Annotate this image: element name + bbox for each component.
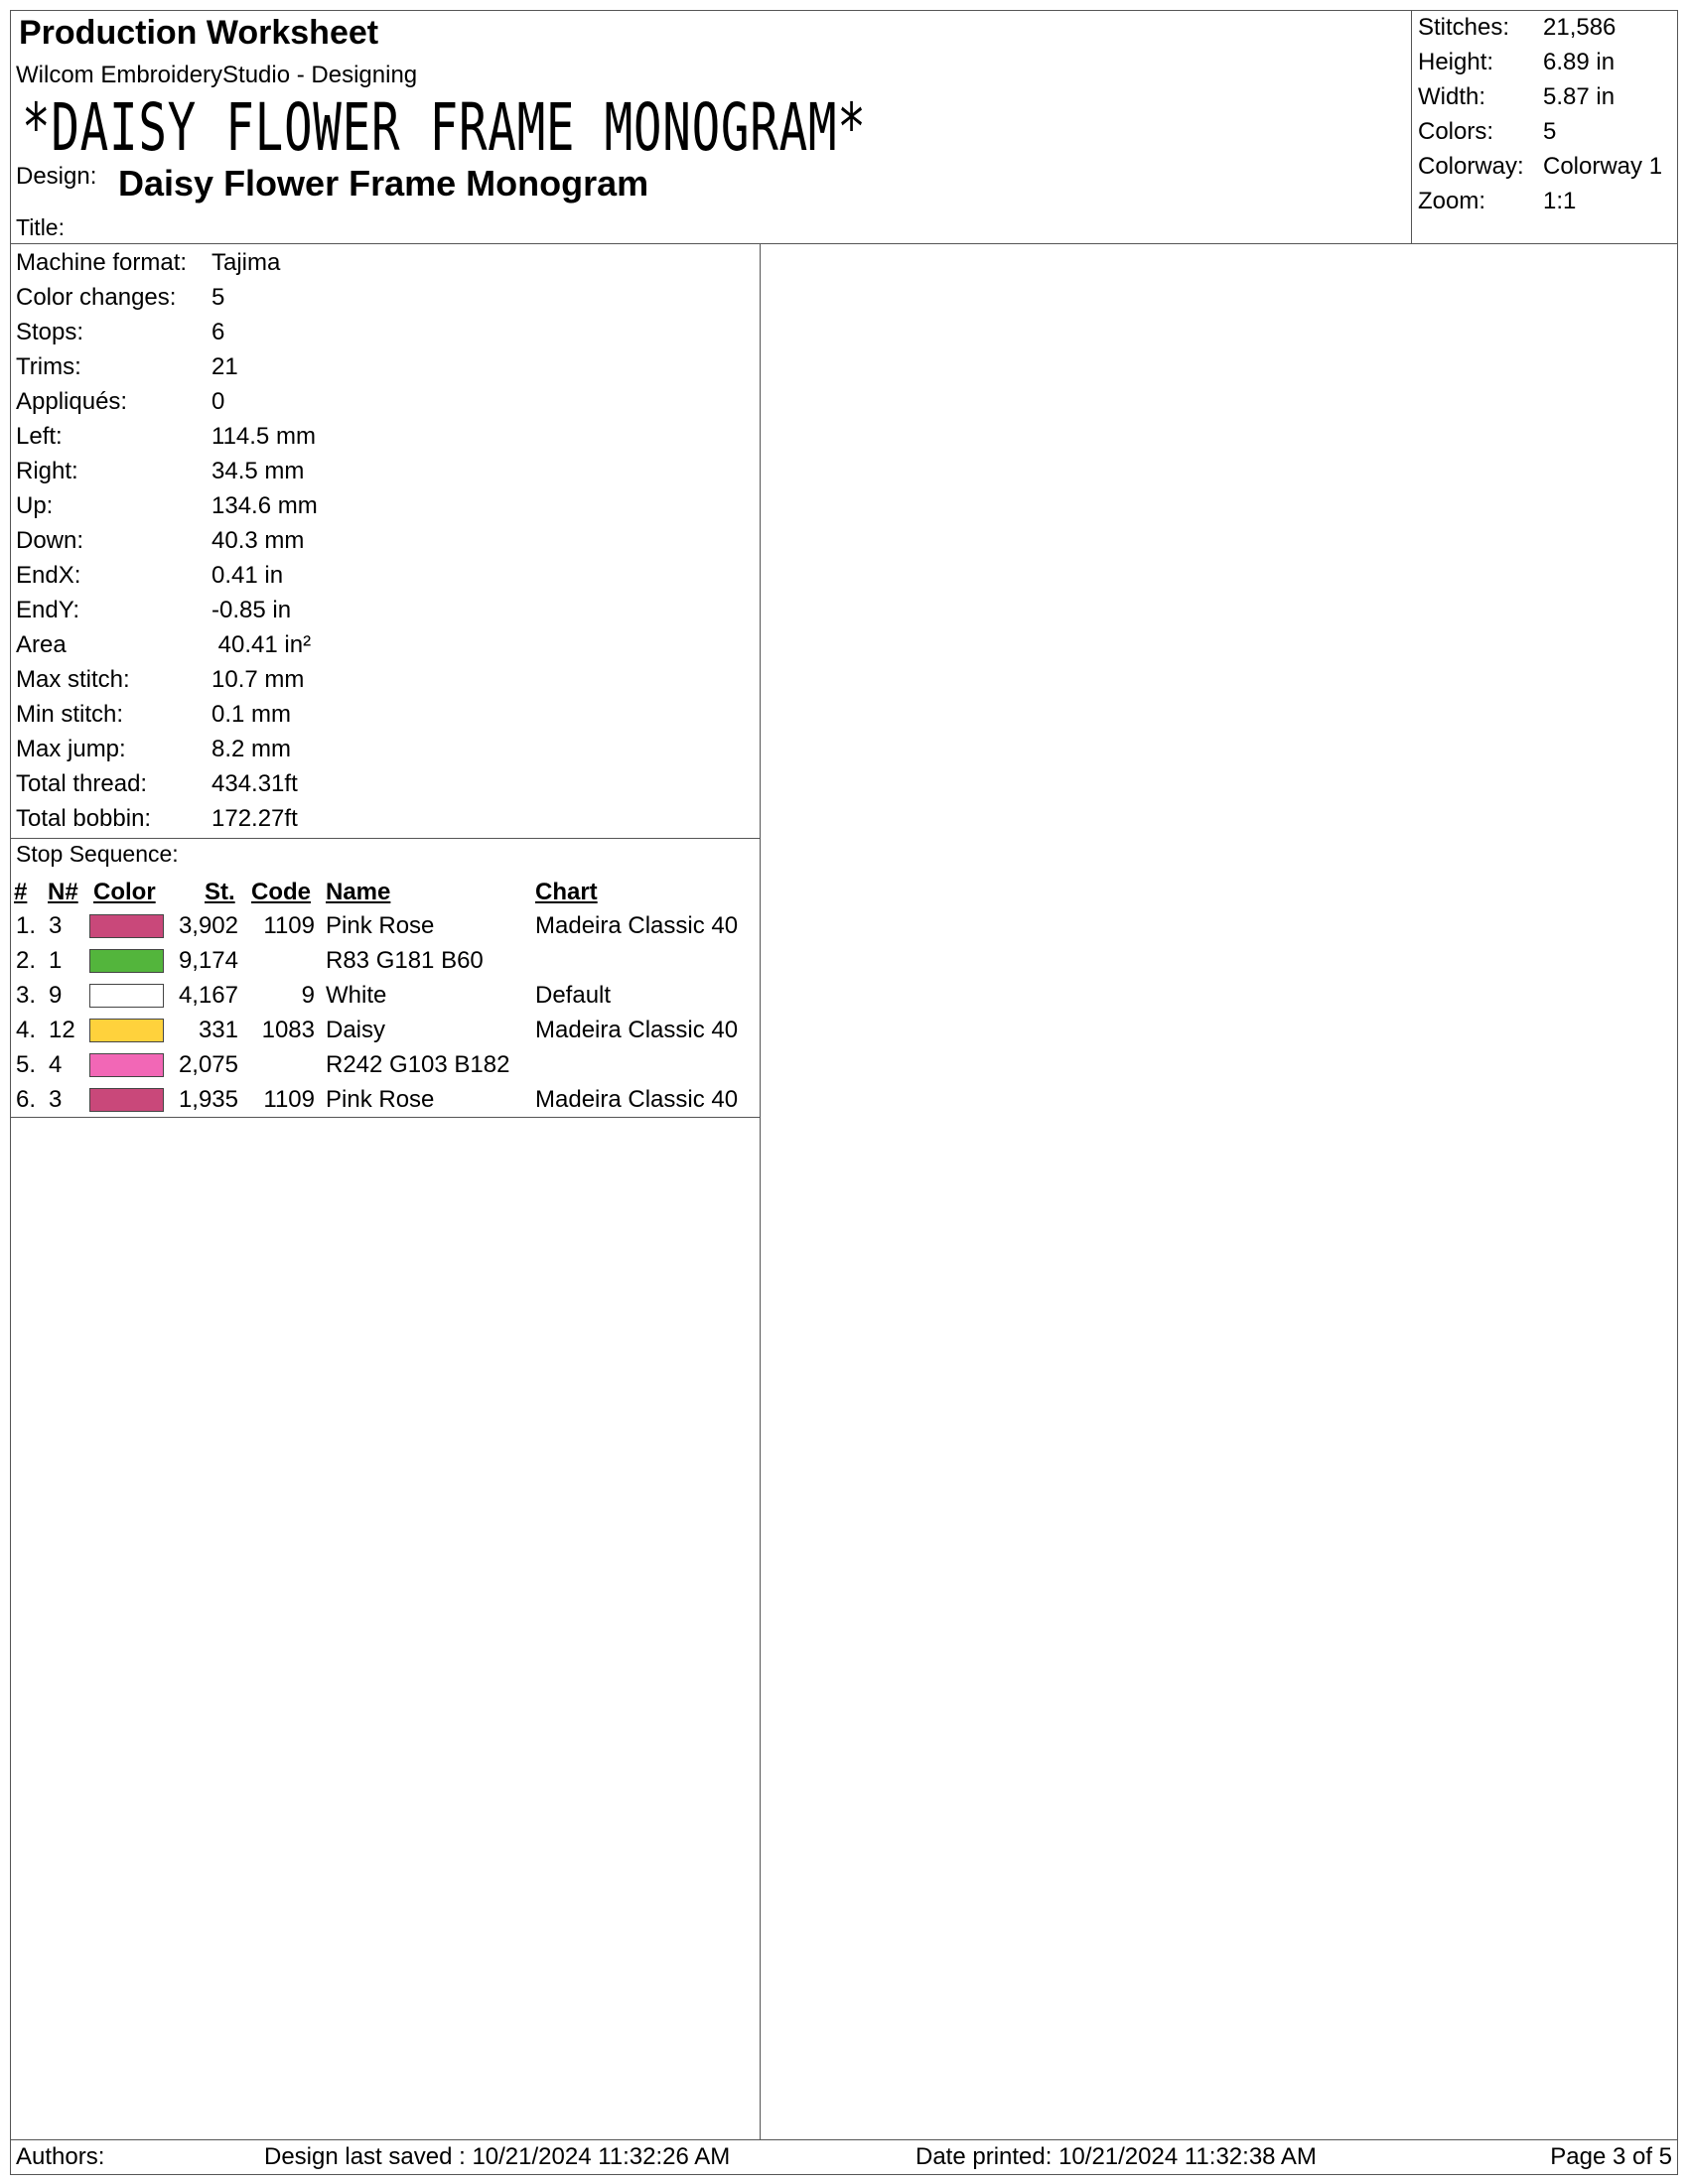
col-header-chart: Chart <box>535 879 598 905</box>
stat-value: 5 <box>211 284 225 311</box>
color-swatch <box>89 949 164 973</box>
stat-value: 6 <box>211 319 225 345</box>
col-header-num: # <box>14 879 28 905</box>
thread-chart: Default <box>535 982 612 1009</box>
color-swatch <box>89 914 164 938</box>
thread-code: 1109 <box>263 912 315 939</box>
needle-num: 12 <box>49 1017 75 1043</box>
summary-label: Colorway: <box>1418 153 1524 180</box>
thread-name: R83 G181 B60 <box>326 947 484 974</box>
summary-value: 1:1 <box>1543 188 1577 214</box>
app-name: Wilcom EmbroideryStudio - Designing <box>16 62 418 88</box>
stat-row <box>16 492 318 520</box>
stat-label: Total thread: <box>16 770 148 797</box>
thread-code: 9 <box>301 982 315 1009</box>
stop-num: 1. <box>16 912 37 939</box>
stat-label: Area <box>16 631 67 658</box>
needle-num: 4 <box>49 1051 63 1078</box>
summary-row-stitches <box>1418 14 1617 42</box>
stat-value: 0.1 mm <box>211 701 292 728</box>
summary-row-width <box>1418 83 1616 111</box>
stop-row <box>0 947 755 982</box>
thread-code: 1109 <box>263 1086 315 1113</box>
stitch-count: 331 <box>198 1017 238 1043</box>
color-swatch <box>89 1053 164 1077</box>
stitch-count: 1,935 <box>178 1086 238 1113</box>
thread-name: White <box>326 982 387 1009</box>
summary-value: Colorway 1 <box>1543 153 1663 180</box>
needle-num: 1 <box>49 947 63 974</box>
stat-row <box>16 388 225 416</box>
needle-num: 3 <box>49 912 63 939</box>
stat-value: 172.27ft <box>211 805 298 832</box>
stat-label: EndY: <box>16 597 80 623</box>
thread-chart: Madeira Classic 40 <box>535 1086 739 1113</box>
needle-num: 9 <box>49 982 63 1009</box>
stat-value: 114.5 mm <box>211 423 316 450</box>
stat-value: 21 <box>211 353 238 380</box>
col-header-code: Code <box>251 879 311 905</box>
stop-sequence-title: Stop Sequence: <box>16 841 179 867</box>
stop-num: 5. <box>16 1051 37 1078</box>
needle-num: 3 <box>49 1086 63 1113</box>
stat-row <box>16 423 316 451</box>
stat-label: Color changes: <box>16 284 177 311</box>
stop-num: 2. <box>16 947 37 974</box>
stat-label: Max jump: <box>16 736 126 762</box>
title-label: Title: <box>16 214 65 240</box>
stop-row <box>0 912 755 947</box>
summary-label: Height: <box>1418 49 1494 75</box>
stitch-count: 3,902 <box>178 912 238 939</box>
page-title: Production Worksheet <box>19 14 379 52</box>
stat-value: -0.85 in <box>211 597 292 623</box>
stat-row <box>16 805 298 833</box>
summary-value: 21,586 <box>1543 14 1617 41</box>
thread-name: Pink Rose <box>326 1086 435 1113</box>
stat-label: Trims: <box>16 353 81 380</box>
stat-label: Left: <box>16 423 63 450</box>
thread-name: R242 G103 B182 <box>326 1051 510 1078</box>
stat-label: EndX: <box>16 562 81 589</box>
stat-value: 40.3 mm <box>211 527 305 554</box>
stitch-count: 9,174 <box>178 947 238 974</box>
stat-row <box>16 770 298 798</box>
stop-row <box>0 1051 755 1086</box>
footer-bar <box>10 2139 1678 2175</box>
stat-label: Appliqués: <box>16 388 128 415</box>
col-header-stitches: St. <box>205 879 235 905</box>
stat-value: 8.2 mm <box>211 736 292 762</box>
stat-value: 434.31ft <box>211 770 298 797</box>
summary-label: Width: <box>1418 83 1486 110</box>
color-swatch <box>89 984 164 1008</box>
stat-value: Tajima <box>211 249 281 276</box>
stat-label: Down: <box>16 527 84 554</box>
thread-code: 1083 <box>261 1017 315 1043</box>
stat-row <box>16 284 225 312</box>
stat-label: Total bobbin: <box>16 805 152 832</box>
footer-date-printed: Date printed: 10/21/2024 11:32:38 AM <box>915 2143 1317 2170</box>
design-label: Design: <box>16 163 97 190</box>
color-swatch <box>89 1088 164 1112</box>
thread-name: Pink Rose <box>326 912 435 939</box>
stat-label: Machine format: <box>16 249 188 276</box>
stat-row <box>16 527 305 555</box>
stat-label: Stops: <box>16 319 84 345</box>
summary-row-colors <box>1418 118 1557 146</box>
stat-row <box>16 249 281 277</box>
stat-row <box>16 631 312 659</box>
stop-row <box>0 1017 755 1051</box>
col-header-name: Name <box>326 879 391 905</box>
summary-label: Zoom: <box>1418 188 1486 214</box>
design-preview-panel <box>760 243 1678 2140</box>
summary-value: 5 <box>1543 118 1557 145</box>
stat-label: Min stitch: <box>16 701 124 728</box>
stat-value: 134.6 mm <box>211 492 318 519</box>
stat-row <box>16 319 225 346</box>
summary-value: 6.89 in <box>1543 49 1616 75</box>
summary-value: 5.87 in <box>1543 83 1616 110</box>
stat-row <box>16 666 305 694</box>
stat-row <box>16 458 305 485</box>
stat-row <box>16 562 284 590</box>
stat-value: 34.5 mm <box>211 458 305 484</box>
notes-panel <box>10 1117 761 2140</box>
footer-page-number: Page 3 of 5 <box>1550 2143 1672 2170</box>
footer-authors: Authors: <box>16 2143 105 2170</box>
stat-value: 40.41 in² <box>211 631 312 658</box>
stop-row <box>0 1086 755 1121</box>
stat-value: 0.41 in <box>211 562 284 589</box>
stat-label: Max stitch: <box>16 666 130 693</box>
summary-row-height <box>1418 49 1616 76</box>
summary-label: Stitches: <box>1418 14 1510 41</box>
design-name: Daisy Flower Frame Monogram <box>118 163 649 204</box>
col-header-needle: N# <box>48 879 78 905</box>
thread-chart: Madeira Classic 40 <box>535 1017 739 1043</box>
summary-row-colorway <box>1418 153 1663 181</box>
col-header-color: Color <box>93 879 156 905</box>
stop-row <box>0 982 755 1017</box>
stop-num: 6. <box>16 1086 37 1113</box>
summary-row-zoom <box>1418 188 1577 215</box>
color-swatch <box>89 1019 164 1042</box>
stat-row <box>16 736 292 763</box>
footer-last-saved: Design last saved : 10/21/2024 11:32:26 AM <box>264 2143 731 2170</box>
stat-row <box>16 701 292 729</box>
design-banner: *DAISY FLOWER FRAME MONOGRAM* <box>22 89 867 166</box>
stitch-count: 4,167 <box>178 982 238 1009</box>
stop-num: 4. <box>16 1017 37 1043</box>
stop-num: 3. <box>16 982 37 1009</box>
stat-row <box>16 353 238 381</box>
thread-name: Daisy <box>326 1017 386 1043</box>
thread-chart: Madeira Classic 40 <box>535 912 739 939</box>
stat-label: Right: <box>16 458 78 484</box>
stat-value: 0 <box>211 388 225 415</box>
stat-label: Up: <box>16 492 54 519</box>
summary-label: Colors: <box>1418 118 1494 145</box>
stat-row <box>16 597 292 624</box>
stitch-count: 2,075 <box>178 1051 238 1078</box>
stat-value: 10.7 mm <box>211 666 305 693</box>
